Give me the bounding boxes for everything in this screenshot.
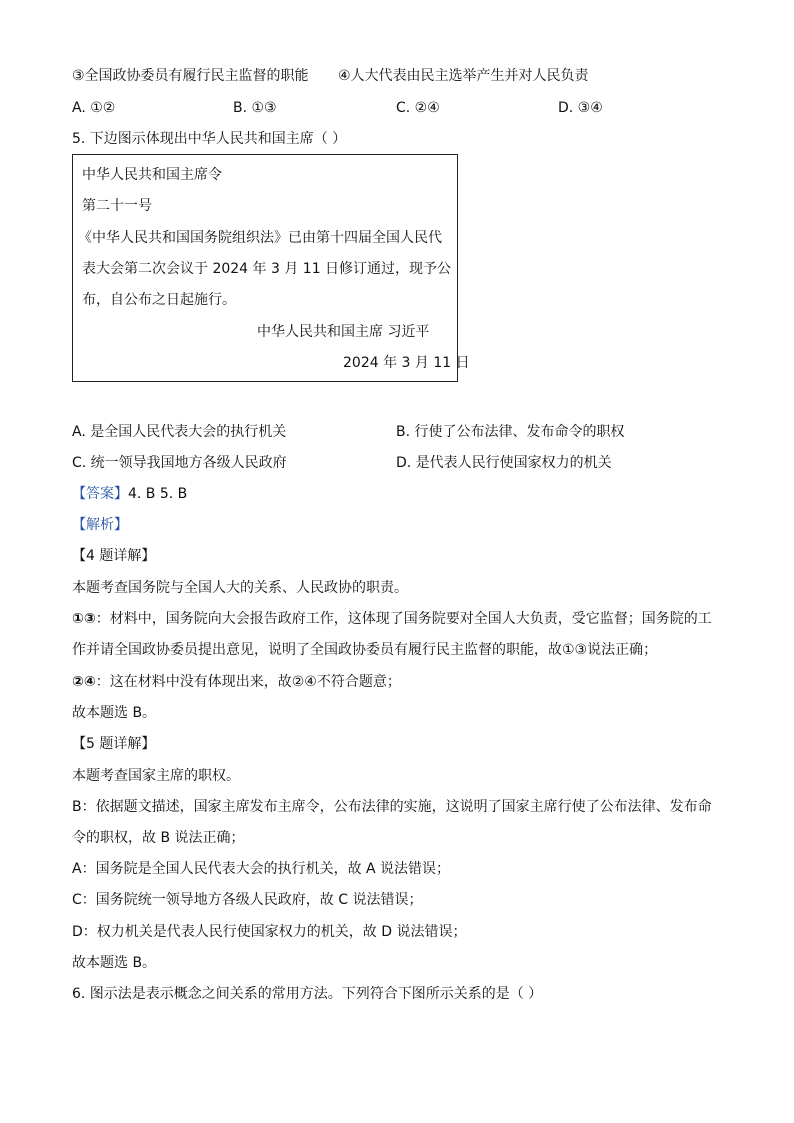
q5-option-a: A. 是全国人民代表大会的执行机关: [72, 424, 287, 440]
presidential-decree-box: [72, 154, 470, 382]
detail4-intro: 本题考查国务院与全国人大的关系、人民政协的职责。: [72, 580, 408, 596]
answer-line: [72, 484, 187, 504]
detail4-para2-lead: ②④: [72, 674, 96, 690]
detail5-heading: 【5 题详解】: [72, 736, 156, 752]
detail5-a: A：国务院是全国人民代表大会的执行机关，故 A 说法错误；: [72, 861, 451, 877]
decree-number: 第二十一号: [82, 198, 152, 214]
detail4-para2: [72, 672, 401, 692]
q6-stem: 6. 图示法是表示概念之间关系的常用方法。下列符合下图所示关系的是（ ）: [72, 986, 543, 1002]
detail4-para1-lead: ①③: [72, 611, 96, 627]
detail5-b: B：依据题文描述，国家主席发布主席令，公布法律的实施，这说明了国家主席行使了公布法律、发布命: [72, 799, 712, 815]
detail4-para1: [72, 609, 712, 629]
q5-option-b: B. 行使了公布法律、发布命令的职权: [396, 424, 625, 440]
detail4-heading: 【4 题详解】: [72, 548, 156, 564]
detail5-intro: 本题考查国家主席的职权。: [72, 768, 240, 784]
q4-option-a: A. ①②: [72, 100, 116, 116]
detail4-para1-text: ：材料中，国务院向大会报告政府工作，这体现了国务院要对全国人大负责，受它监督；国务院的工: [95, 611, 712, 627]
statement-3: ③全国政协委员有履行民主监督的职能: [72, 68, 309, 84]
analysis-label: 【解析】: [72, 517, 128, 533]
detail4-conclusion: 故本题选 B。: [72, 705, 157, 721]
decree-body-line: 表大会第二次会议于 2024 年 3 月 11 日修订通过，现予公: [82, 261, 452, 277]
detail5-b-cont: 令的职权，故 B 说法正确；: [72, 830, 245, 846]
decree-signer: 中华人民共和国主席 习近平: [257, 324, 430, 340]
answer-label: 【答案】: [72, 486, 128, 502]
detail4-para2-text: ：这在材料中没有体现出来，故②④不符合题意；: [95, 674, 401, 690]
q5-stem: 5. 下边图示体现出中华人民共和国主席（ ）: [72, 131, 347, 147]
decree-title: 中华人民共和国主席令: [82, 167, 222, 183]
q5-option-d: D. 是代表人民行使国家权力的机关: [396, 455, 612, 471]
q4-option-b: B. ①③: [233, 100, 277, 116]
decree-body-line: 布，自公布之日起施行。: [82, 292, 236, 308]
q5-option-c: C. 统一领导我国地方各级人民政府: [72, 455, 287, 471]
detail4-para1-cont: 作并请全国政协委员提出意见，说明了全国政协委员有履行民主监督的职能，故①③说法正确；: [72, 642, 658, 658]
answer-text: 4. B 5. B: [128, 486, 188, 502]
detail5-c: C：国务院统一领导地方各级人民政府，故 C 说法错误；: [72, 892, 423, 908]
q4-option-d: D. ③④: [558, 100, 603, 116]
decree-date: 2024 年 3 月 11 日: [343, 355, 470, 371]
decree-body-line: 《中华人民共和国国务院组织法》已由第十四届全国人民代: [78, 230, 442, 246]
detail5-d: D：权力机关是代表人民行使国家权力的机关，故 D 说法错误；: [72, 924, 467, 940]
detail5-conclusion: 故本题选 B。: [72, 955, 157, 971]
q4-option-c: C. ②④: [396, 100, 440, 116]
statement-4: ④人大代表由民主选举产生并对人民负责: [338, 68, 589, 84]
